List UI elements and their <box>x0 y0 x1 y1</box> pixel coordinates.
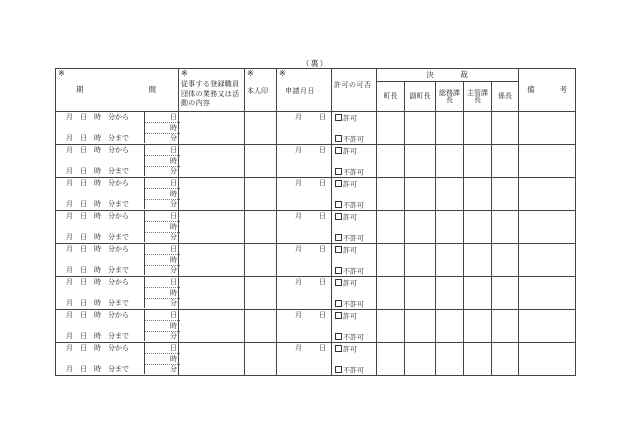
mayor-cell[interactable] <box>377 310 405 343</box>
period-header: ※ 期 間 <box>56 69 179 112</box>
duration-box: 日 時 分 <box>144 310 180 341</box>
table-row <box>56 211 576 244</box>
section-chief-cell[interactable] <box>464 277 492 310</box>
apply-date-cell[interactable]: 月 日 <box>277 145 332 178</box>
checkbox-icon <box>335 201 342 208</box>
general-affairs-cell[interactable] <box>436 178 464 211</box>
approver-unit-chief: 係長 <box>492 82 519 112</box>
deputy-mayor-cell[interactable] <box>405 178 436 211</box>
apply-date-cell[interactable]: 月 日 <box>277 178 332 211</box>
mayor-cell[interactable] <box>377 211 405 244</box>
seal-cell[interactable] <box>245 145 277 178</box>
deputy-mayor-cell[interactable] <box>405 145 436 178</box>
remarks-cell[interactable] <box>519 112 576 145</box>
duty-cell[interactable] <box>179 277 245 310</box>
mayor-cell[interactable] <box>377 112 405 145</box>
period-cell[interactable]: 月 日 時 分から 月 日 時 分まで 日 時 分 <box>56 211 179 244</box>
checkbox-icon <box>335 246 342 253</box>
period-cell[interactable]: 月 日 時 分から 月 日 時 分まで 日 時 分 <box>56 178 179 211</box>
allow-option[interactable]: 許可 <box>335 114 357 123</box>
duty-cell[interactable] <box>179 112 245 145</box>
duration-box: 日 時 分 <box>144 178 180 209</box>
header-row <box>56 69 576 82</box>
approver-mayor: 町長 <box>377 82 405 112</box>
table-row <box>56 178 576 211</box>
table-row <box>56 112 576 145</box>
general-affairs-cell[interactable] <box>436 277 464 310</box>
deny-option[interactable]: 不許可 <box>335 366 364 375</box>
mayor-cell[interactable] <box>377 277 405 310</box>
duty-cell[interactable] <box>179 178 245 211</box>
mayor-cell[interactable] <box>377 178 405 211</box>
allow-cell <box>332 145 377 178</box>
table-row <box>56 310 576 343</box>
duration-box: 日 時 分 <box>144 211 180 242</box>
apply-date-cell[interactable]: 月 日 <box>277 277 332 310</box>
deny-option[interactable]: 不許可 <box>335 135 364 144</box>
duty-header: ※ 従事する登録職員団体の業務又は活動の内容 <box>179 69 245 112</box>
remarks-cell[interactable] <box>519 211 576 244</box>
allow-cell <box>332 178 377 211</box>
allow-option[interactable]: 許可 <box>335 180 357 189</box>
period-cell[interactable]: 月 日 時 分から 月 日 時 分まで 日 時 分 <box>56 277 179 310</box>
deny-option[interactable]: 不許可 <box>335 300 364 309</box>
unit-chief-cell[interactable] <box>492 343 519 376</box>
allow-option[interactable]: 許可 <box>335 279 357 288</box>
remarks-cell[interactable] <box>519 244 576 277</box>
checkbox-icon <box>335 366 342 373</box>
allow-cell <box>332 211 377 244</box>
remarks-cell[interactable] <box>519 343 576 376</box>
approver-section-chief: 主管課長 <box>464 82 492 112</box>
section-chief-cell[interactable] <box>464 145 492 178</box>
allow-option[interactable]: 許可 <box>335 213 357 222</box>
seal-header: ※ 本人印 <box>245 69 277 112</box>
apply-date-cell[interactable]: 月 日 <box>277 310 332 343</box>
deputy-mayor-cell[interactable] <box>405 211 436 244</box>
checkbox-icon <box>335 279 342 286</box>
deny-option[interactable]: 不許可 <box>335 333 364 342</box>
duration-box: 日 時 分 <box>144 343 180 374</box>
checkbox-icon <box>335 114 342 121</box>
deputy-mayor-cell[interactable] <box>405 343 436 376</box>
apply-date-cell[interactable]: 月 日 <box>277 211 332 244</box>
period-cell[interactable]: 月 日 時 分から 月 日 時 分まで 日 時 分 <box>56 244 179 277</box>
allow-cell <box>332 277 377 310</box>
allow-option[interactable]: 許可 <box>335 246 357 255</box>
general-affairs-cell[interactable] <box>436 211 464 244</box>
remarks-cell[interactable] <box>519 310 576 343</box>
seal-cell[interactable] <box>245 211 277 244</box>
allow-cell <box>332 244 377 277</box>
allow-cell <box>332 310 377 343</box>
table-row <box>56 343 576 376</box>
general-affairs-cell[interactable] <box>436 145 464 178</box>
allow-cell <box>332 112 377 145</box>
section-chief-cell[interactable] <box>464 211 492 244</box>
deny-option[interactable]: 不許可 <box>335 234 364 243</box>
seal-cell[interactable] <box>245 343 277 376</box>
section-chief-cell[interactable] <box>464 310 492 343</box>
apply-date-cell[interactable]: 月 日 <box>277 343 332 376</box>
remarks-cell[interactable] <box>519 145 576 178</box>
duration-box: 日 時 分 <box>144 277 180 308</box>
duty-cell[interactable] <box>179 310 245 343</box>
remarks-cell[interactable] <box>519 178 576 211</box>
duration-box: 日 時 分 <box>144 145 180 176</box>
deputy-mayor-cell[interactable] <box>405 244 436 277</box>
allow-option[interactable]: 許可 <box>335 312 357 321</box>
table-row <box>56 277 576 310</box>
seal-cell[interactable] <box>245 178 277 211</box>
section-chief-cell[interactable] <box>464 178 492 211</box>
table-row <box>56 145 576 178</box>
unit-chief-cell[interactable] <box>492 244 519 277</box>
general-affairs-cell[interactable] <box>436 310 464 343</box>
apply-date-header: ※ 申請月日 <box>277 69 332 112</box>
section-chief-cell[interactable] <box>464 244 492 277</box>
approver-general-affairs-chief: 総務課長 <box>436 82 464 112</box>
seal-cell[interactable] <box>245 277 277 310</box>
seal-cell[interactable] <box>245 112 277 145</box>
allow-header: 許可の可否 <box>332 69 377 112</box>
deputy-mayor-cell[interactable] <box>405 112 436 145</box>
checkbox-icon <box>335 213 342 220</box>
duration-box: 日 時 分 <box>144 112 180 143</box>
deputy-mayor-cell[interactable] <box>405 310 436 343</box>
mayor-cell[interactable] <box>377 244 405 277</box>
duration-box: 日 時 分 <box>144 244 180 275</box>
checkbox-icon <box>335 168 342 175</box>
checkbox-icon <box>335 333 342 340</box>
unit-chief-cell[interactable] <box>492 277 519 310</box>
general-affairs-cell[interactable] <box>436 244 464 277</box>
application-table <box>55 68 576 376</box>
remarks-cell[interactable] <box>519 277 576 310</box>
deputy-mayor-cell[interactable] <box>405 277 436 310</box>
unit-chief-cell[interactable] <box>492 145 519 178</box>
apply-date-cell[interactable]: 月 日 <box>277 112 332 145</box>
period-cell[interactable]: 月 日 時 分から 月 日 時 分まで 日 時 分 <box>56 343 179 376</box>
deny-option[interactable]: 不許可 <box>335 168 364 177</box>
duty-cell[interactable] <box>179 211 245 244</box>
duty-cell[interactable] <box>179 145 245 178</box>
mayor-cell[interactable] <box>377 343 405 376</box>
checkbox-icon <box>335 147 342 154</box>
unit-chief-cell[interactable] <box>492 211 519 244</box>
checkbox-icon <box>335 300 342 307</box>
mayor-cell[interactable] <box>377 145 405 178</box>
table-row <box>56 244 576 277</box>
apply-date-cell[interactable]: 月 日 <box>277 244 332 277</box>
unit-chief-cell[interactable] <box>492 178 519 211</box>
seal-cell[interactable] <box>245 310 277 343</box>
page-side-label: （裏） <box>301 59 329 68</box>
deny-option[interactable]: 不許可 <box>335 201 364 210</box>
general-affairs-cell[interactable] <box>436 343 464 376</box>
duty-cell[interactable] <box>179 244 245 277</box>
kessai-header: 決 裁 <box>377 69 519 82</box>
remarks-header: 備 考 <box>519 69 576 112</box>
approver-deputy-mayor: 副町長 <box>405 82 436 112</box>
general-affairs-cell[interactable] <box>436 112 464 145</box>
unit-chief-cell[interactable] <box>492 112 519 145</box>
duty-cell[interactable] <box>179 343 245 376</box>
section-chief-cell[interactable] <box>464 343 492 376</box>
period-cell[interactable]: 月 日 時 分から 月 日 時 分まで 日 時 分 <box>56 112 179 145</box>
checkbox-icon <box>335 267 342 274</box>
checkbox-icon <box>335 234 342 241</box>
checkbox-icon <box>335 312 342 319</box>
checkbox-icon <box>335 345 342 352</box>
allow-option[interactable]: 許可 <box>335 345 357 354</box>
unit-chief-cell[interactable] <box>492 310 519 343</box>
allow-option[interactable]: 許可 <box>335 147 357 156</box>
period-cell[interactable]: 月 日 時 分から 月 日 時 分まで 日 時 分 <box>56 310 179 343</box>
deny-option[interactable]: 不許可 <box>335 267 364 276</box>
checkbox-icon <box>335 180 342 187</box>
section-chief-cell[interactable] <box>464 112 492 145</box>
period-cell[interactable]: 月 日 時 分から 月 日 時 分まで 日 時 分 <box>56 145 179 178</box>
checkbox-icon <box>335 135 342 142</box>
allow-cell <box>332 343 377 376</box>
seal-cell[interactable] <box>245 244 277 277</box>
